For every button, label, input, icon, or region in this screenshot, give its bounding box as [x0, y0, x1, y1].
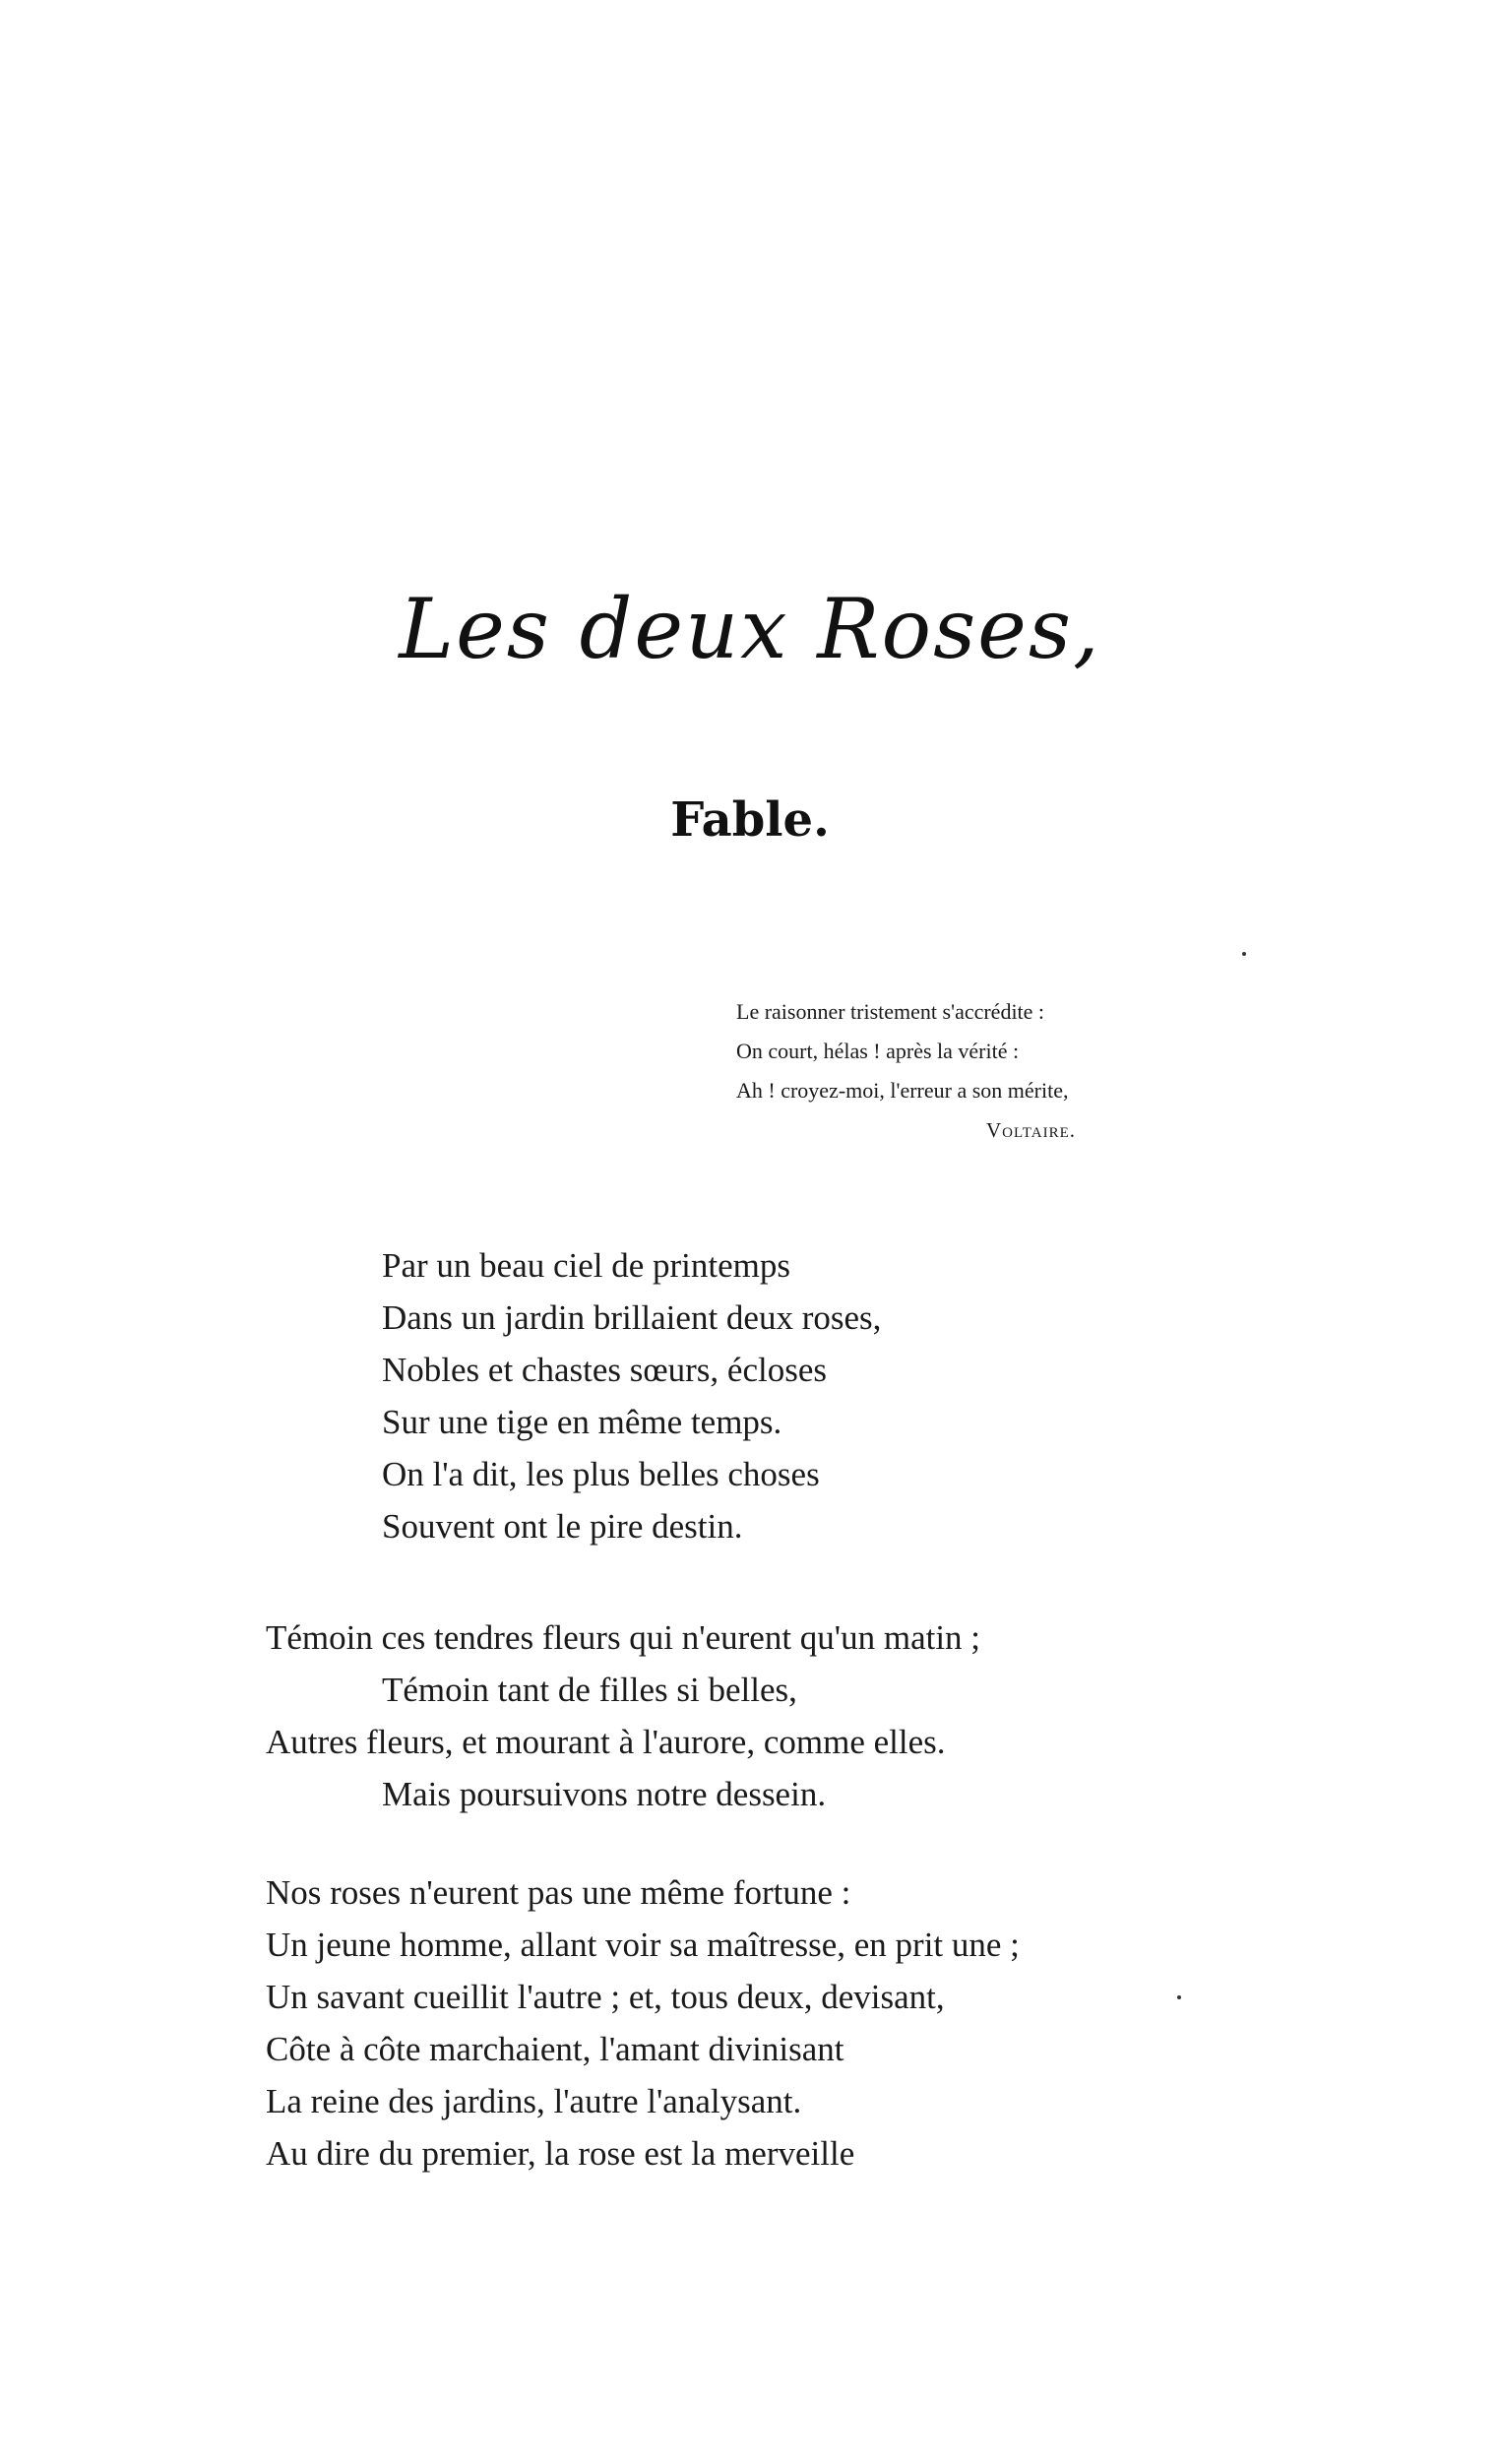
epigraph-line: Le raisonner tristement s'accrédite : [736, 999, 1045, 1024]
epigraph-line: On court, hélas ! après la vérité : [736, 1039, 1020, 1063]
poem-subtitle: Fable. [670, 792, 830, 848]
verse-line: Par un beau ciel de printemps [382, 1246, 791, 1285]
stanza-1 [382, 1239, 881, 1552]
verse-line: La reine des jardins, l'autre l'analysant. [266, 2082, 802, 2120]
verse-line: On l'a dit, les plus belles choses [382, 1455, 820, 1493]
verse-line: Un savant cueillit l'autre ; et, tous deux, devisant, [266, 1978, 945, 2016]
ink-speck [1242, 952, 1246, 956]
verse-line: Souvent ont le pire destin. [382, 1507, 743, 1546]
stanza-2 [266, 1611, 980, 1820]
verse-line: Dans un jardin brillaient deux roses, [382, 1298, 882, 1337]
ink-speck [1177, 1995, 1181, 1999]
verse-line: Mais poursuivons notre dessein. [382, 1775, 827, 1813]
verse-line: Nobles et chastes sœurs, écloses [382, 1351, 827, 1389]
stanza-3 [266, 1866, 1020, 2180]
epigraph [736, 992, 1076, 1150]
verse-line: Un jeune homme, allant voir sa maîtresse, en prit une ; [266, 1926, 1020, 1964]
verse-line: Témoin ces tendres fleurs qui n'eurent qu'un matin ; [266, 1618, 981, 1657]
epigraph-line: Ah ! croyez-moi, l'erreur a son mérite, [736, 1078, 1069, 1103]
verse-line: Sur une tige en même temps. [382, 1403, 782, 1441]
poem-title: Les deux Roses, [399, 581, 1101, 677]
verse-line: Au dire du premier, la rose est la merveille [266, 2134, 855, 2173]
verse-line: Autres fleurs, et mourant à l'aurore, comme elles. [266, 1723, 946, 1761]
verse-line: Côte à côte marchaient, l'amant divinisant [266, 2030, 844, 2068]
epigraph-author: Voltaire. [986, 1118, 1076, 1142]
verse-line: Nos roses n'eurent pas une même fortune : [266, 1873, 851, 1912]
verse-line: Témoin tant de filles si belles, [382, 1671, 797, 1709]
